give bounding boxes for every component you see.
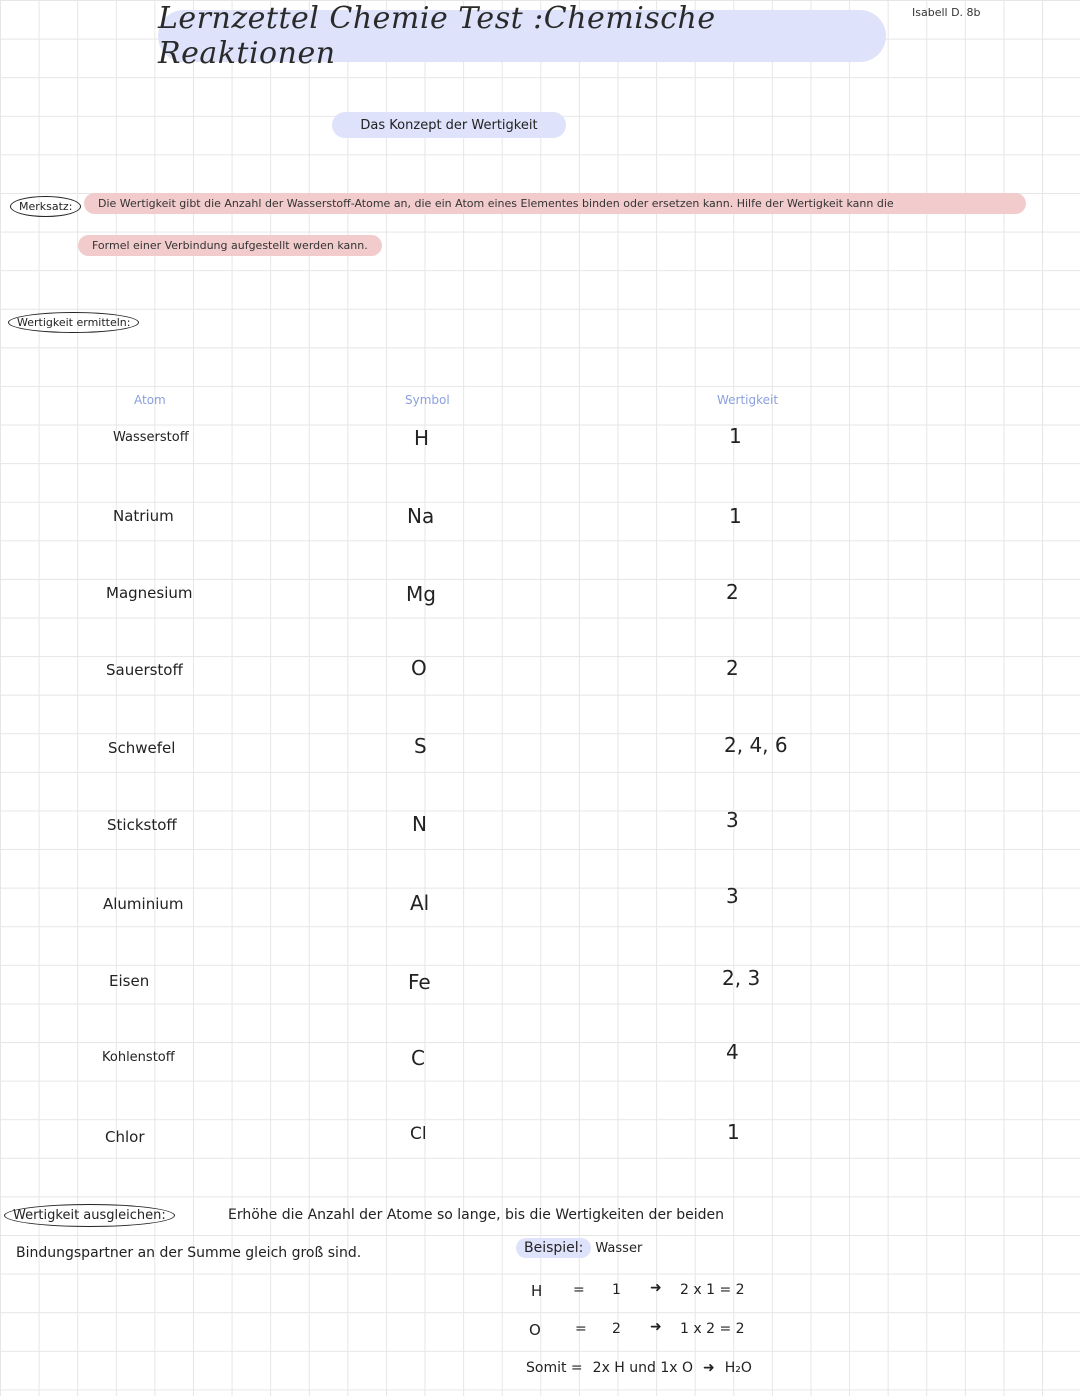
arrow-right-icon: ➜ xyxy=(703,1360,715,1376)
section-subtitle: Das Konzept der Wertigkeit xyxy=(332,112,566,138)
calc-valence: 1 xyxy=(612,1282,621,1298)
header-atom: Atom xyxy=(134,393,166,407)
calc-equals: = xyxy=(573,1282,585,1298)
somit-label: Somit = xyxy=(526,1360,583,1376)
atom-name: Eisen xyxy=(109,972,150,990)
calc-result: 2 x 1 = 2 xyxy=(680,1282,745,1298)
ausgleichen-text-line-1: Erhöhe die Anzahl der Atome so lange, bis die Wertigkeiten der beiden xyxy=(228,1207,725,1223)
wertigkeit-ausgleichen-label: Wertigkeit ausgleichen: xyxy=(4,1204,175,1227)
example-label: Beispiel: xyxy=(516,1238,591,1258)
merksatz-line-1: Die Wertigkeit gibt die Anzahl der Wasserstoff-Atome an, die ein Atom eines Elementes binden oder ersetzen kann. Hilfe der Wertigkeit kann die xyxy=(84,193,1026,214)
ausgleichen-text-line-2: Bindungspartner an der Summe gleich groß sind. xyxy=(16,1245,362,1261)
atom-name: Sauerstoff xyxy=(106,661,183,679)
author-label: Isabell D. 8b xyxy=(912,6,981,19)
header-wertigkeit: Wertigkeit xyxy=(717,393,779,407)
calc-element: H xyxy=(531,1282,543,1300)
header-symbol: Symbol xyxy=(405,393,450,407)
atom-symbol: H xyxy=(414,426,430,450)
arrow-right-icon: ➜ xyxy=(650,1319,662,1335)
atom-name: Chlor xyxy=(105,1128,145,1146)
atom-valence: 1 xyxy=(729,504,742,528)
atom-valence: 4 xyxy=(726,1040,739,1064)
atom-symbol: S xyxy=(414,734,427,758)
somit-result: H₂O xyxy=(724,1360,752,1376)
atom-valence: 2, 3 xyxy=(722,966,761,990)
atom-symbol: O xyxy=(411,656,427,680)
title-banner xyxy=(158,1,886,71)
atom-symbol: N xyxy=(412,812,427,836)
calc-valence: 2 xyxy=(612,1321,621,1337)
atom-name: Aluminium xyxy=(103,895,184,913)
atom-name: Natrium xyxy=(113,507,174,525)
wertigkeit-ermitteln-label: Wertigkeit ermitteln: xyxy=(8,312,139,333)
merksatz-label: Merksatz: xyxy=(10,196,81,217)
calc-equals: = xyxy=(575,1321,587,1337)
atom-symbol: C xyxy=(411,1046,425,1070)
atom-name: Magnesium xyxy=(106,584,193,602)
atom-valence: 1 xyxy=(727,1120,740,1144)
atom-name: Schwefel xyxy=(108,739,176,757)
somit-row xyxy=(526,1360,752,1376)
atom-valence: 2, 4, 6 xyxy=(724,733,788,757)
atom-symbol: Mg xyxy=(406,582,436,606)
calc-element: O xyxy=(529,1321,541,1339)
atom-valence: 2 xyxy=(726,580,739,604)
atom-valence: 2 xyxy=(726,656,739,680)
atom-valence: 1 xyxy=(729,424,742,448)
atom-symbol: Na xyxy=(407,504,435,528)
calc-result: 1 x 2 = 2 xyxy=(680,1321,745,1337)
somit-text: 2x H und 1x O xyxy=(592,1360,694,1376)
atom-name: Kohlenstoff xyxy=(102,1050,175,1065)
atom-name: Wasserstoff xyxy=(113,430,189,445)
arrow-right-icon: ➜ xyxy=(650,1280,662,1296)
atom-name: Stickstoff xyxy=(107,816,177,834)
atom-symbol: Cl xyxy=(410,1124,427,1144)
atom-symbol: Al xyxy=(410,891,430,915)
atom-valence: 3 xyxy=(726,808,739,832)
example-heading xyxy=(516,1238,642,1258)
example-name: Wasser xyxy=(595,1240,643,1256)
atom-valence: 3 xyxy=(726,884,739,908)
atom-symbol: Fe xyxy=(408,970,431,994)
merksatz-line-2: Formel einer Verbindung aufgestellt werden kann. xyxy=(78,235,382,256)
page-title: Lernzettel Chemie Test :Chemische Reaktionen xyxy=(158,1,716,71)
